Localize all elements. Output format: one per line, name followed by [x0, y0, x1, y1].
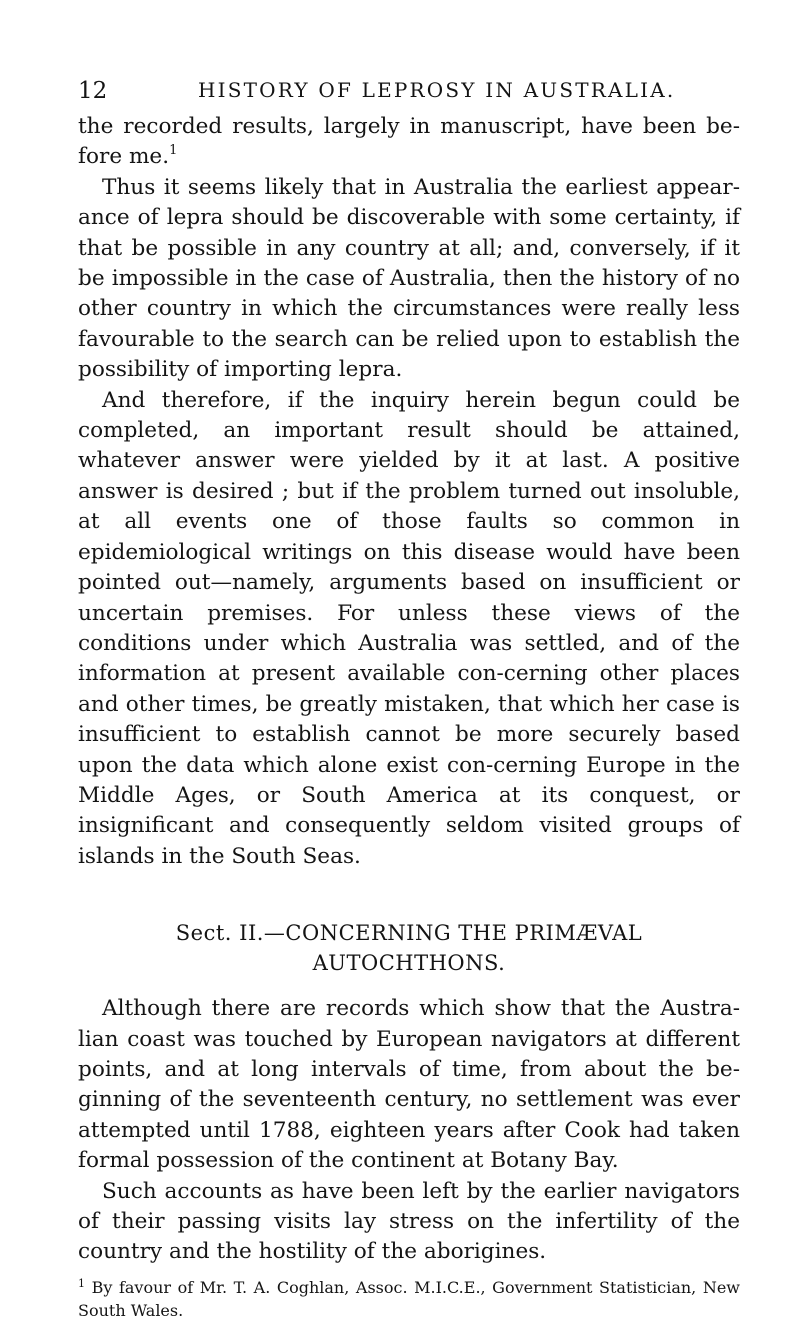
section-heading — [78, 918, 740, 978]
footnote-reference: 1 — [169, 143, 178, 159]
paragraph-4: Although there are records which show that the Austra-lian coast was touched by European navigators at different points, and at long intervals of time, from about the be-ginning of the seventeenth century, no settlement was ever attempted until 1788, eighteen years after Cook had taken formal possession of the continent at Botany Bay. — [78, 996, 740, 1174]
section-title-line-2: AUTOCHTHONS. — [312, 951, 506, 976]
section-title-line-1: II.—CONCERNING THE PRIMÆVAL — [239, 921, 643, 946]
page-header — [78, 78, 738, 108]
section-heading-line-1 — [78, 918, 740, 948]
section-label: Sect. — [175, 921, 232, 946]
paragraph-1 — [78, 112, 740, 173]
footnote-text: By favour of Mr. T. A. Coghlan, Assoc. M.I.C.E., Government Statistician, New South Wales. — [78, 1277, 740, 1320]
paragraph-1-text: the recorded results, largely in manuscript, have been be-fore me. — [78, 114, 740, 170]
page-number: 12 — [78, 78, 108, 104]
footnote — [78, 1276, 740, 1322]
paragraph-2: Thus it seems likely that in Australia the earliest appear-ance of lepra should be discoverable with some certainty, if that be possible in any country at all; and, conversely, if it be impossible in the case of Australia, then the history of no other country in which the circumstances were really less favourable to the search can be relied upon to establish the possibility of importing lepra. — [78, 174, 740, 383]
paragraph-3: And therefore, if the inquiry herein begun could be completed, an important result should be attained, whatever answer were yielded by it at last. A positive answer is desired ; but if the problem turned out insoluble, at all events one of those faults so common in epidemiological writings on this disease would have been pointed out—namely, arguments based on insufficient or uncertain premises. For unless these views of the conditions under which Australia was settled, and of the information at present available con-cerning other places and other times, be greatly mistaken, that which her case is insufficient to establish cannot be more securely based upon the data which alone exist con-cerning Europe in the Middle Ages, or South America at its conquest, or insignificant and consequently seldom visited groups of islands in the South Seas. — [78, 387, 740, 869]
footnote-marker: 1 — [78, 1276, 85, 1290]
paragraph-5: Such accounts as have been left by the earlier navigators of their passing visits lay stress on the infertility of the country and the hostility of the aborigines. — [78, 1178, 740, 1265]
running-title: HISTORY OF LEPROSY IN AUSTRALIA. — [198, 78, 676, 102]
page-body — [78, 112, 740, 1322]
